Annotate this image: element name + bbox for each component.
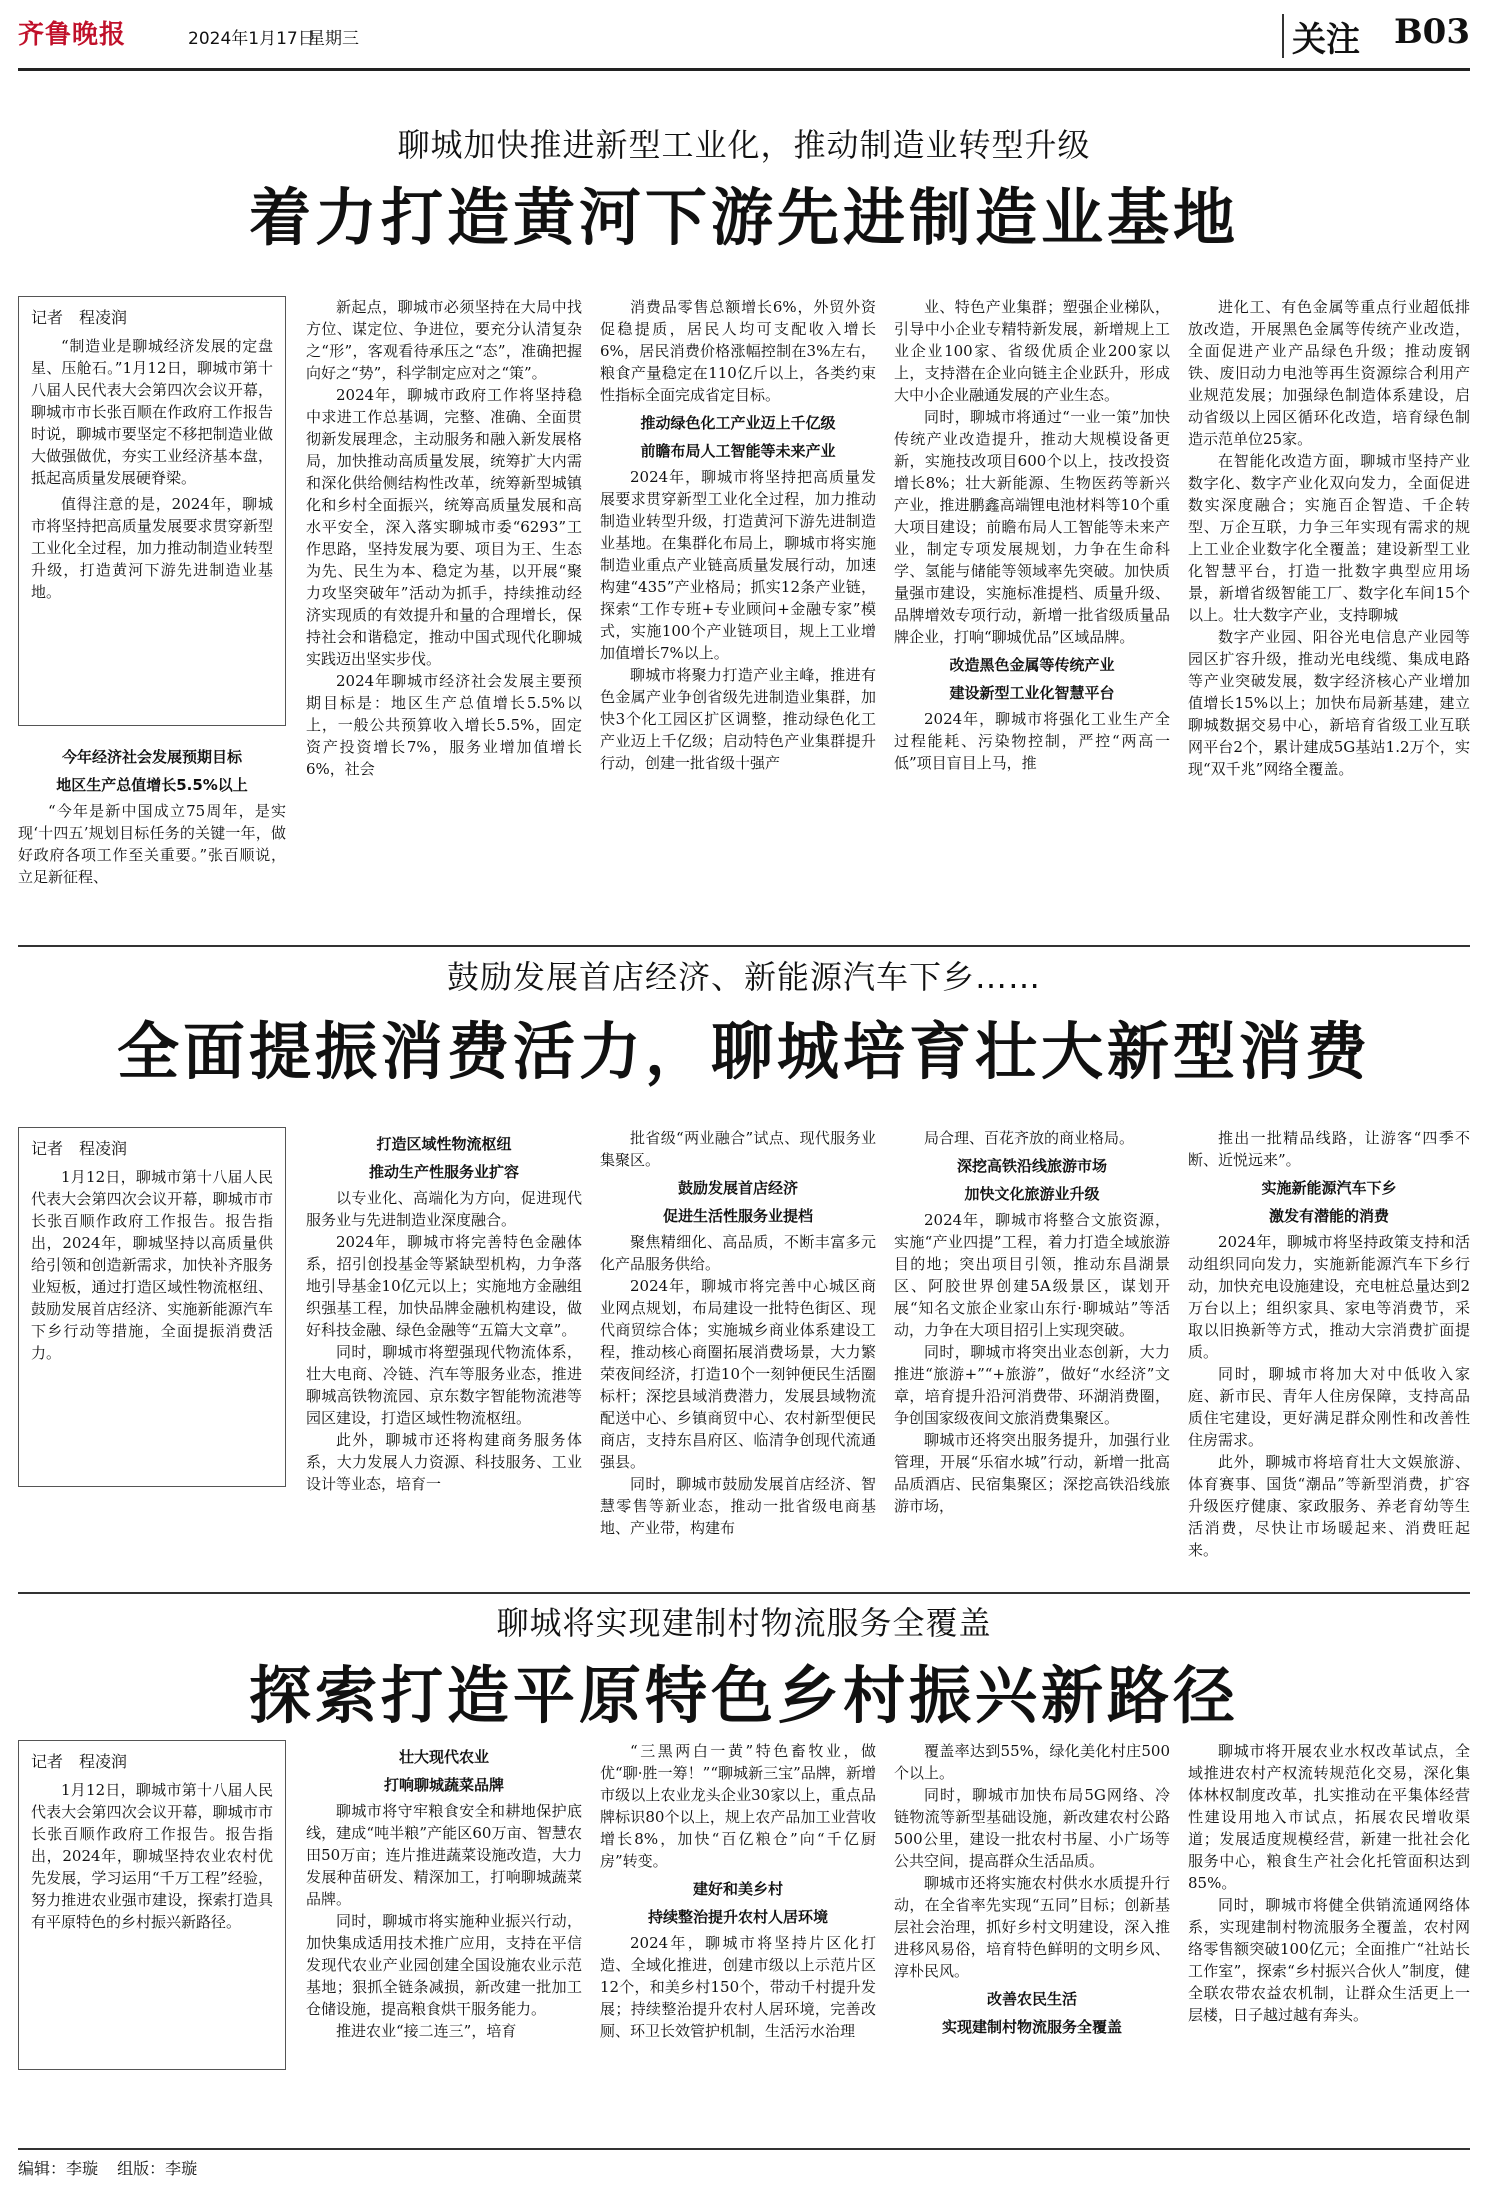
paragraph: 2024年，聊城市政府工作将坚持稳中求进工作总基调，完整、准确、全面贯彻新发展理念，主动服务和融入新发展格局，加快推动高质量发展，统筹扩大内需和深化供给侧结构性改革，统筹新型城镇化和乡村全面振兴，统筹高质量发展和高水平安全，深入落实聊城市委“6293”工作思路，坚持发展为要、项目为王、生态为先、民生为本、稳定为基，以开展“聚力攻坚突破年”活动为抓手，持续推动经济实现质的有效提升和量的合理增长，保持社会和谐稳定，推动中国式现代化聊城实践迈出坚实步伐。 bbox=[306, 386, 582, 668]
intro-paragraph: 1月12日，聊城市第十八届人民代表大会第四次会议开幕，聊城市市长张百顺作政府工作报告。报告指出，2024年，聊城坚持以高质量供给引领和创造新需求，加快补齐服务业短板，通过打造区域性物流枢纽、鼓励发展首店经济、实施新能源汽车下乡行动等措施，全面提振消费活力。 bbox=[31, 1168, 273, 1362]
paragraph: 同时，聊城市将加大对中低收入家庭、新市民、青年人住房保障，支持高品质住宅建设，更好满足群众刚性和改善性住房需求。 bbox=[1188, 1365, 1470, 1449]
byline: 记者 程凌润 bbox=[31, 1139, 128, 1158]
article-consumption bbox=[18, 952, 1470, 1592]
paragraph: 新起点，聊城市必须坚持在大局中找方位、谋定位、争进位，要充分认清复杂之“形”，客观看待承压之“态”，准确把握向好之“势”，科学制定应对之“策”。 bbox=[306, 298, 582, 382]
subheading: 壮大现代农业 bbox=[398, 1748, 489, 1766]
paragraph: 消费品零售总额增长6%，外贸外资促稳提质，居民人均可支配收入增长6%，居民消费价格涨幅控制在3%左右，粮食产量稳定在110亿斤以上，各类约束性指标全面完成省定目标。 bbox=[600, 298, 876, 404]
page-number: B03 bbox=[1393, 12, 1470, 52]
paragraph: 聊城市将守牢粮食安全和耕地保护底线，建成“吨半粮”产能区60万亩、智慧农田50万亩；连片推进蔬菜设施改造，大力发展种苗研发、精深加工，打响聊城蔬菜品牌。 bbox=[306, 1802, 582, 1908]
subheading: 实施新能源汽车下乡 bbox=[1261, 1179, 1397, 1197]
paragraph: 进化工、有色金属等重点行业超低排放改造，开展黑色金属等传统产业改造，全面促进产业产品绿色升级；推动废钢铁、废旧动力电池等再生资源综合利用产业规范发展；加强绿色制造体系建设，启动省级以上园区循环化改造，培育绿色制造示范单位25家。 bbox=[1188, 298, 1470, 448]
subheading: 地区生产总值增长5.5%以上 bbox=[56, 776, 248, 794]
paragraph: 在智能化改造方面，聊城市坚持产业数字化、数字产业化双向发力，全面促进数实深度融合；实施百企智造、千企转型、万企互联，力争三年实现有需求的规上工业企业数字化全覆盖；建设新型工业化智慧平台，打造一批数字典型应用场景，新增省级智能工厂、数字化车间15个以上。壮大数字产业，支持聊城 bbox=[1188, 452, 1470, 624]
side-column bbox=[18, 740, 286, 945]
subheading: 改善农民生活 bbox=[986, 1990, 1077, 2008]
paragraph: 2024年，聊城市将强化工业生产全过程能耗、污染物控制，严控“两高一低”项目盲目上马，推 bbox=[894, 710, 1170, 772]
section-divider bbox=[18, 945, 1470, 947]
text-column-1 bbox=[306, 296, 582, 945]
text-column-4 bbox=[1188, 1127, 1470, 1592]
page-header bbox=[18, 8, 1470, 71]
paragraph: 以专业化、高端化为方向，促进现代服务业与先进制造业深度融合。 bbox=[306, 1189, 582, 1229]
article-headline: 全面提振消费活力，聊城培育壮大新型消费 bbox=[116, 1015, 1371, 1088]
article-kicker: 聊城加快推进新型工业化，推动制造业转型升级 bbox=[397, 126, 1091, 164]
paragraph: 2024年聊城市经济社会发展主要预期目标是：地区生产总值增长5.5%以上，一般公共预算收入增长5.5%，固定资产投资增长7%，服务业增加值增长6%，社会 bbox=[306, 672, 582, 778]
byline: 记者 程凌润 bbox=[31, 308, 128, 327]
issue-date: 2024年1月17日 bbox=[188, 29, 315, 49]
text-column-2 bbox=[600, 1740, 876, 2143]
subheading: 加快文化旅游业升级 bbox=[964, 1185, 1100, 1203]
article-headline: 探索打造平原特色乡村振兴新路径 bbox=[248, 1659, 1239, 1732]
subheading: 前瞻布局人工智能等未来产业 bbox=[640, 442, 836, 460]
text-column-1 bbox=[306, 1740, 582, 2143]
paragraph: 2024年，聊城市将坚持把高质量发展要求贯穿新型工业化全过程，加力推动制造业转型升级，打造黄河下游先进制造业基地。在集群化布局上，聊城市将实施制造业重点产业链高质量发展行动，加速构建“435”产业格局；抓实12条产业链，探索“工作专班+专业顾问+金融专家”模式，实施100个产业链项目，规上工业增加值增长7%以上。 bbox=[600, 468, 876, 662]
paragraph: 局合理、百花齐放的商业格局。 bbox=[924, 1129, 1135, 1147]
article-manufacturing bbox=[18, 110, 1470, 945]
subheading: 今年经济社会发展预期目标 bbox=[61, 748, 242, 766]
subheading: 改造黑色金属等传统产业 bbox=[949, 656, 1115, 674]
paragraph: “三黑两白一黄”特色畜牧业，做优“聊·胜一筹！”“聊城新三宝”品牌，新增市级以上农业龙头企业30家以上，重点品牌标识80个以上，规上农产品加工业营收增长8%，加快“百亿粮仓”向“千亿厨房”转变。 bbox=[600, 1742, 876, 1870]
paragraph: 2024年，聊城市将坚持片区化打造、全域化推进，创建市级以上示范片区12个，和美乡村150个，带动千村提升发展；持续整治提升农村人居环境，完善改厕、环卫长效管护机制，生活污水治理 bbox=[600, 1934, 876, 2040]
subheading: 激发有潜能的消费 bbox=[1268, 1207, 1389, 1225]
text-column-3 bbox=[894, 1740, 1170, 2143]
paragraph: 批省级“两业融合”试点、现代服务业集聚区。 bbox=[600, 1129, 876, 1169]
subheading: 实现建制村物流服务全覆盖 bbox=[941, 2018, 1122, 2036]
paragraph: 推出一批精品线路，让游客“四季不断、近悦远来”。 bbox=[1188, 1129, 1470, 1169]
paragraph: 同时，聊城市将通过“一业一策”加快传统产业改造提升，推动大规模设备更新，实施技改项目600个以上，技改投资增长8%；壮大新能源、生物医药等新兴产业，推进鹏鑫高端锂电池材料等10个重大项目建设；前瞻布局人工智能等未来产业，制定专项发展规划，力争在生命科学、氢能与储能等领域率先突破。加快质量强市建设，实施标准提档、质量升级、品牌增效专项行动，新增一批省级质量品牌企业，打响“聊城优品”区域品牌。 bbox=[894, 408, 1170, 646]
editor-credit: 编辑：李璇 bbox=[18, 2159, 99, 2178]
text-column-2 bbox=[600, 296, 876, 945]
intro-paragraph: 值得注意的是，2024年，聊城市将坚持把高质量发展要求贯穿新型工业化全过程，加力推动制造业转型升级，打造黄河下游先进制造业基地。 bbox=[31, 495, 273, 601]
paragraph: 同时，聊城市加快布局5G网络、冷链物流等新型基础设施，新改建农村公路500公里，建设一批农村书屋、小广场等公共空间，提高群众生活品质。 bbox=[894, 1786, 1170, 1870]
paragraph: 同时，聊城市鼓励发展首店经济、智慧零售等新业态，推动一批省级电商基地、产业带，构建布 bbox=[600, 1475, 876, 1537]
paragraph: 2024年，聊城市将整合文旅资源，实施“产业四提”工程，着力打造全域旅游目的地；突出项目引领，推动东昌湖景区、阿胶世界创建5A级景区，谋划开展“知名文旅企业家山东行·聊城站”等活动，力争在大项目招引上实现突破。 bbox=[894, 1211, 1170, 1339]
weekday: 星期三 bbox=[308, 29, 359, 49]
page-footer bbox=[18, 2148, 1470, 2179]
text-column-4 bbox=[1188, 296, 1470, 945]
paragraph: 同时，聊城市将突出业态创新，大力推进“旅游+”“+旅游”，做好“水经济”文章，培育提升沿河消费带、环湖消费圈，争创国家级夜间文旅消费集聚区。 bbox=[894, 1343, 1170, 1427]
intro-paragraph: “制造业是聊城经济发展的定盘星、压舱石。”1月12日，聊城市第十八届人民代表大会第四次会议开幕，聊城市市长张百顺在作政府工作报告时说，聊城市要坚定不移把制造业做大做强做优，夯实工业经济基本盘，抵起高质量发展硬脊梁。 bbox=[31, 337, 273, 487]
masthead: 齐鲁晚报 bbox=[18, 20, 127, 50]
byline-box bbox=[18, 1740, 286, 2070]
subheading: 深挖高铁沿线旅游市场 bbox=[956, 1157, 1107, 1175]
paragraph: 此外，聊城市将培育壮大文娱旅游、体育赛事、国货“潮品”等新型消费，扩容升级医疗健康、家政服务、养老育幼等生活消费，尽快让市场暖起来、消费旺起来。 bbox=[1188, 1453, 1470, 1559]
section-name: 关注 bbox=[1292, 20, 1360, 60]
subheading: 持续整治提升农村人居环境 bbox=[647, 1908, 828, 1926]
intro-text bbox=[31, 1779, 273, 1933]
section-divider bbox=[18, 1592, 1470, 1594]
text-column-3 bbox=[894, 296, 1170, 945]
paragraph: 业、特色产业集群；塑强企业梯队，引导中小企业专精特新发展，新增规上工业企业100家、省级优质企业200家以上，支持潜在企业向链主企业跃升，形成大中小企业融通发展的产业生态。 bbox=[894, 298, 1170, 404]
paragraph: 此外，聊城市还将构建商务服务体系，大力发展人力资源、科技服务、工业设计等业态，培育一 bbox=[306, 1431, 582, 1493]
paragraph: 聊城市将聚力打造产业主峰，推进有色金属产业争创省级先进制造业集群，加快3个化工园区扩区调整，推动绿色化工产业迈上千亿级；启动特色产业集群提升行动，创建一批省级十强产 bbox=[600, 666, 876, 772]
subheading: 推动绿色化工产业迈上千亿级 bbox=[640, 414, 836, 432]
paragraph: 聊城市还将突出服务提升，加强行业管理，开展“乐宿水城”行动，新增一批高品质酒店、民宿集聚区；深挖高铁沿线旅游市场， bbox=[894, 1431, 1170, 1515]
intro-text bbox=[31, 335, 273, 603]
byline-box bbox=[18, 1127, 286, 1487]
subheading: 打造区域性物流枢纽 bbox=[376, 1135, 512, 1153]
subheading: 建好和美乡村 bbox=[692, 1880, 783, 1898]
subheading: 推动生产性服务业扩容 bbox=[368, 1163, 519, 1181]
paragraph: 聊城市将开展农业水权改革试点，全域推进农村产权流转规范化交易，深化集体林权制度改革，扎实推动在平集体经营性建设用地入市试点，拓展农民增收渠道；发展适度规模经营，新建一批社会化服务中心，粮食生产社会化托管面积达到85%。 bbox=[1188, 1742, 1470, 1892]
paragraph: 同时，聊城市将实施种业振兴行动，加快集成适用技术推广应用，支持在平信发现代农业产业园创建全国设施农业示范基地；狠抓全链条减损，新改建一批加工仓储设施，提高粮食烘干服务能力。 bbox=[306, 1912, 582, 2018]
text-column-3 bbox=[894, 1127, 1170, 1592]
paragraph: 2024年，聊城市将完善特色金融体系，招引创投基金等紧缺型机构，力争落地引导基金10亿元以上；实施地方金融组织强基工程，加快品牌金融机构建设，做好科技金融、绿色金融等“五篇大文章”。 bbox=[306, 1233, 582, 1339]
paragraph: 同时，聊城市将健全供销流通网络体系，实现建制村物流服务全覆盖，农村网络零售额突破100亿元；全面推广“社站长工作室”，探索“乡村振兴合伙人”制度，健全联农带农益农机制，让群众生活更上一层楼，日子越过越有奔头。 bbox=[1188, 1896, 1470, 2024]
paragraph: 2024年，聊城市将坚持政策支持和活动组织同向发力，实施新能源汽车下乡行动，加快充电设施建设，充电桩总量达到2万台以上；组织家具、家电等消费节，采取以旧换新等方式，推动大宗消费扩面提质。 bbox=[1188, 1233, 1470, 1361]
article-rural bbox=[18, 1598, 1470, 2143]
article-headline: 着力打造黄河下游先进制造业基地 bbox=[248, 181, 1239, 254]
paragraph: 2024年，聊城市将完善中心城区商业网点规划，布局建设一批特色街区、现代商贸综合体；实施城乡商业体系建设工程，推动核心商圈拓展消费场景，大力繁荣夜间经济，打造10个一刻钟便民生活圈标杆；深挖县域消费潜力，发展县域物流配送中心、乡镇商贸中心、农村新型便民商店，支持东昌府区、临清争创现代流通强县。 bbox=[600, 1277, 876, 1471]
text-column-4 bbox=[1188, 1740, 1470, 2143]
paragraph: 同时，聊城市将塑强现代物流体系，壮大电商、冷链、汽车等服务业态，推进聊城高铁物流园、京东数字智能物流港等园区建设，打造区域性物流枢纽。 bbox=[306, 1343, 582, 1427]
subheading: 鼓励发展首店经济 bbox=[677, 1179, 798, 1197]
byline-box bbox=[18, 296, 286, 726]
article-kicker: 鼓励发展首店经济、新能源汽车下乡…… bbox=[446, 958, 1041, 996]
text-column-2 bbox=[600, 1127, 876, 1592]
byline: 记者 程凌润 bbox=[31, 1752, 128, 1771]
article-kicker: 聊城将实现建制村物流服务全覆盖 bbox=[496, 1604, 992, 1642]
paragraph: “今年是新中国成立75周年，是实现‘十四五’规划目标任务的关键一年，做好政府各项工作至关重要。”张百顺说，立足新征程、 bbox=[18, 802, 286, 886]
paragraph: 聚焦精细化、高品质，不断丰富多元化产品服务供给。 bbox=[600, 1233, 876, 1273]
text-column-1 bbox=[306, 1127, 582, 1592]
paragraph: 推进农业“接二连三”，培育 bbox=[336, 2022, 517, 2040]
paragraph: 数字产业园、阳谷光电信息产业园等园区扩容升级，推动光电线缆、集成电路等产业突破发展，数字经济核心产业增加值增长15%以上；加快布局新基建，建立聊城数据交易中心，新培育省级工业互联网平台2个，累计建成5G基站1.2万个，实现“双千兆”网络全覆盖。 bbox=[1188, 628, 1470, 778]
subheading: 促进生活性服务业提档 bbox=[662, 1207, 813, 1225]
subheading: 建设新型工业化智慧平台 bbox=[949, 684, 1115, 702]
paragraph: 覆盖率达到55%，绿化美化村庄500个以上。 bbox=[894, 1742, 1170, 1782]
subheading: 打响聊城蔬菜品牌 bbox=[383, 1776, 504, 1794]
layout-credit: 组版：李璇 bbox=[117, 2159, 198, 2178]
paragraph: 聊城市还将实施农村供水水质提升行动，在全省率先实现“五同”目标；创新基层社会治理，抓好乡村文明建设，深入推进移风易俗，培育特色鲜明的文明乡风、淳朴民风。 bbox=[894, 1874, 1170, 1980]
intro-text bbox=[31, 1166, 273, 1364]
intro-paragraph: 1月12日，聊城市第十八届人民代表大会第四次会议开幕，聊城市市长张百顺作政府工作报告。报告指出，2024年，聊城坚持农业农村优先发展，学习运用“千万工程”经验，努力推进农业强市建设，探索打造具有平原特色的乡村振兴新路径。 bbox=[31, 1781, 273, 1931]
